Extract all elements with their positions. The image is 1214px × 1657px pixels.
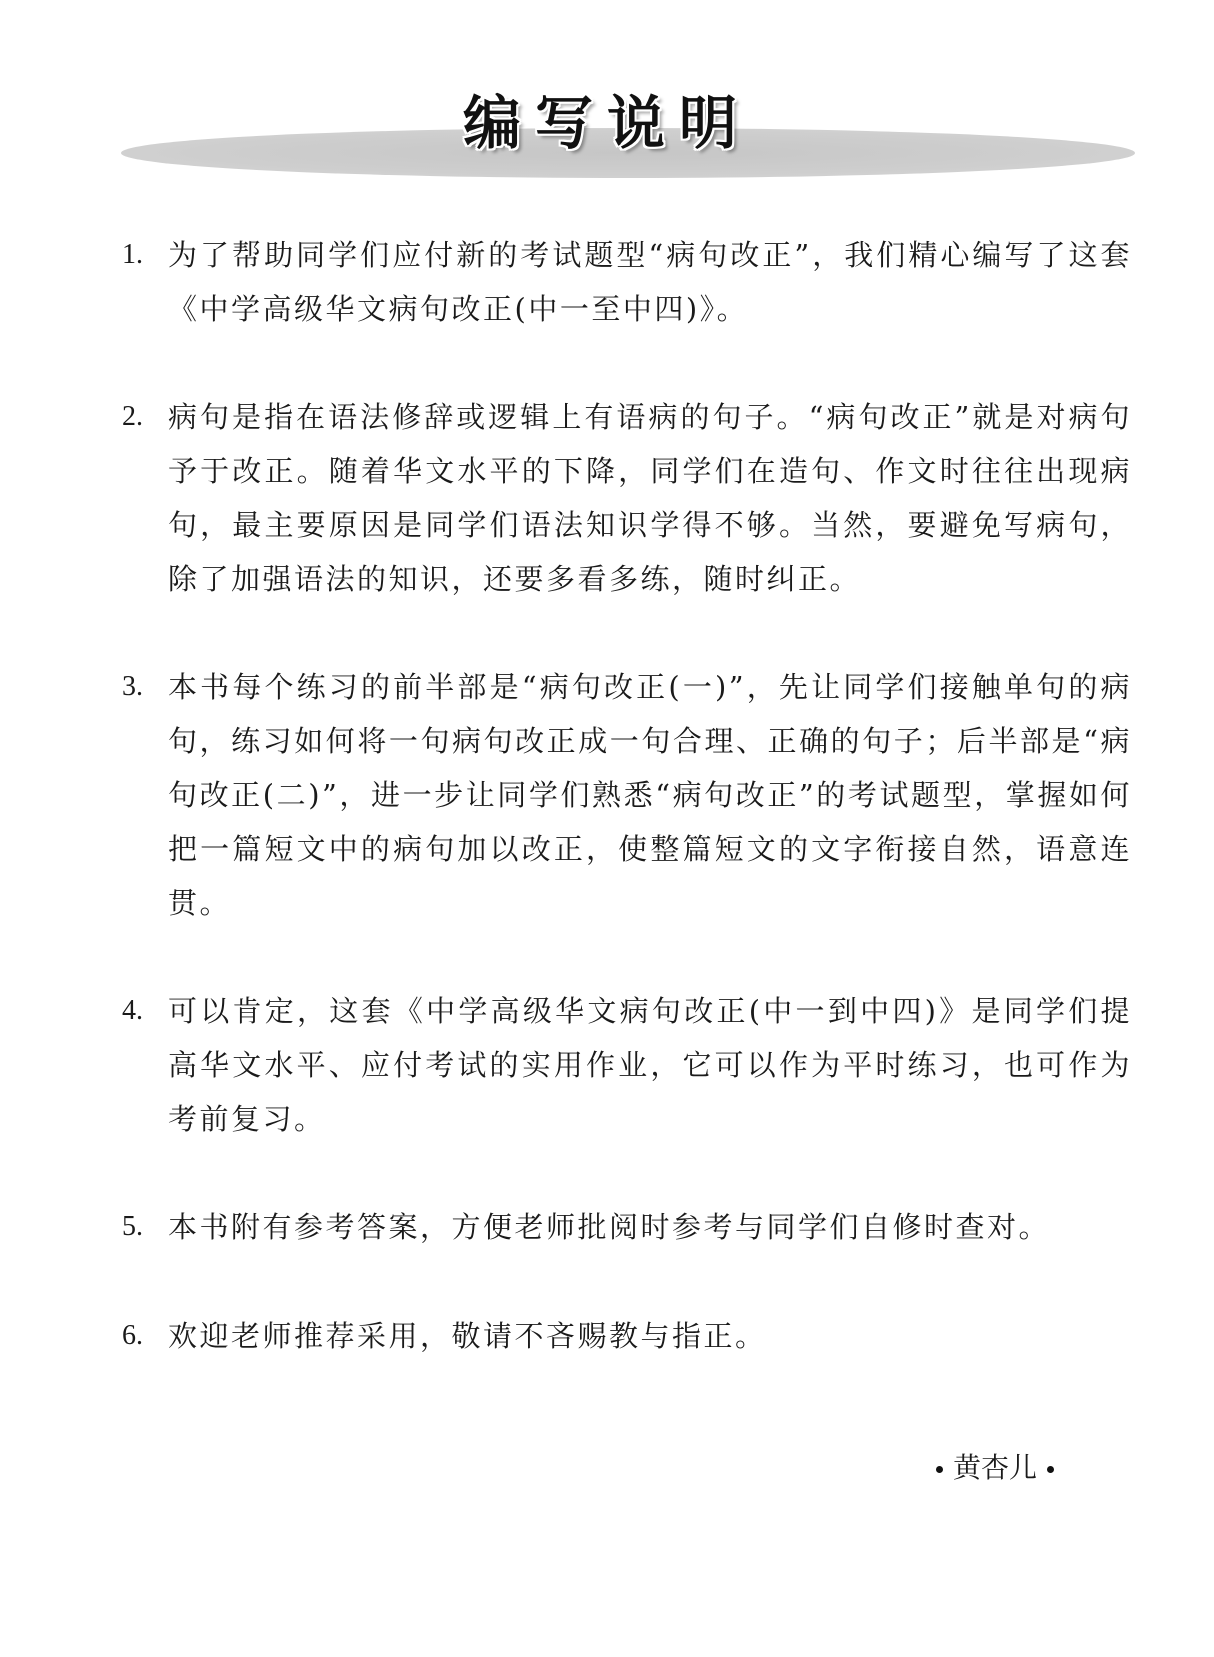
list-item-4	[122, 984, 1132, 1146]
item-number: 4.	[122, 995, 143, 1026]
item-text: 为了帮助同学们应付新的考试题型“病句改正”，我们精心编写了这套《中学高级华文病句改正(中一至中四)》。	[168, 238, 1132, 326]
page-title: 编写说明	[462, 89, 751, 157]
list-item-5	[122, 1200, 1132, 1254]
item-text: 欢迎老师推荐采用，敬请不吝赐教与指正。	[168, 1319, 767, 1353]
list-item-3	[122, 660, 1132, 930]
item-text: 本书附有参考答案，方便老师批阅时参考与同学们自修时查对。	[168, 1210, 1051, 1244]
item-text: 本书每个练习的前半部是“病句改正(一)”，先让同学们接触单句的病句，练习如何将一句病句改正成一句合理、正确的句子；后半部是“病句改正(二)”，进一步让同学们熟悉“病句改正”的考试题型，掌握如何把一篇短文中的病句加以改正，使整篇短文的文字衔接自然，语意连贯。	[168, 670, 1132, 920]
item-number: 6.	[122, 1320, 143, 1351]
item-text: 病句是指在语法修辞或逻辑上有语病的句子。“病句改正”就是对病句予于改正。随着华文水平的下降，同学们在造句、作文时往往出现病句，最主要原因是同学们语法知识学得不够。当然，要避免写病句，除了加强语法的知识，还要多看多练，随时纠正。	[168, 400, 1132, 596]
bullet-dot-icon	[1047, 1466, 1054, 1473]
item-number: 5.	[122, 1211, 143, 1242]
bullet-dot-icon	[936, 1466, 943, 1473]
list-item-1	[122, 228, 1132, 336]
item-number: 1.	[122, 239, 143, 270]
author-signature	[926, 1448, 1064, 1488]
item-text: 可以肯定，这套《中学高级华文病句改正(中一到中四)》是同学们提高华文水平、应付考试的实用作业，它可以作为平时练习，也可作为考前复习。	[168, 994, 1132, 1136]
list-item-2	[122, 390, 1132, 606]
item-number: 2.	[122, 401, 143, 432]
list-item-6	[122, 1309, 1132, 1363]
author-name: 黄杏儿	[952, 1451, 1037, 1484]
item-number: 3.	[122, 671, 143, 702]
